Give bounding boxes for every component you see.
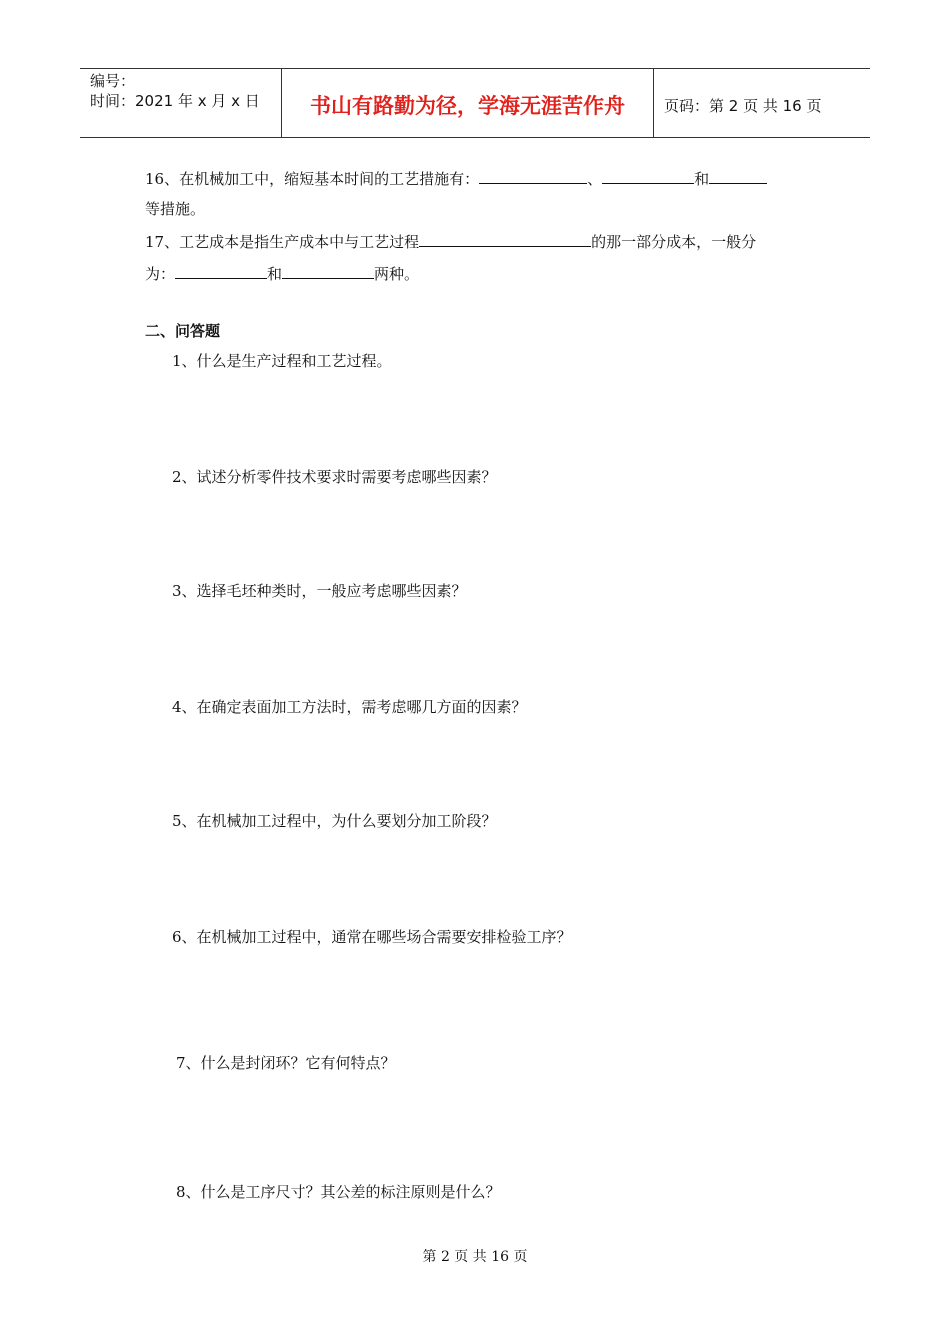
- page-footer: 第 2 页 共 16 页: [422, 1249, 528, 1265]
- question-17-suffix: 两种。: [374, 265, 420, 283]
- header-motto: 书山有路勤为径，学海无涯苦作舟: [282, 69, 654, 137]
- question-16-line2: 等措施。: [145, 200, 206, 218]
- answer-blank[interactable]: [175, 263, 267, 279]
- question-16-text: 16、在机械加工中，缩短基本时间的工艺措施有：: [145, 170, 480, 188]
- answer-blank[interactable]: [282, 263, 374, 279]
- separator: 、: [587, 170, 603, 188]
- separator: 和: [694, 170, 710, 188]
- separator: 和: [267, 265, 283, 283]
- question-item: 2、试述分析零件技术要求时需要考虑哪些因素？: [172, 468, 497, 486]
- question-item: 1、什么是生产过程和工艺过程。: [172, 352, 392, 370]
- question-17-text: 17、工艺成本是指生产成本中与工艺过程: [145, 233, 420, 251]
- question-item: 6、在机械加工过程中，通常在哪些场合需要安排检验工序？: [172, 928, 572, 946]
- header-page-info: 页码：第 2 页 共 16 页: [664, 96, 822, 115]
- document-number: 编号：: [90, 72, 136, 90]
- section-title: 二、问答题: [145, 322, 221, 340]
- question-16-line1: [145, 168, 767, 189]
- question-item: 3、选择毛坯种类时，一般应考虑哪些因素？: [172, 582, 467, 600]
- answer-blank[interactable]: [709, 168, 767, 184]
- answer-blank[interactable]: [419, 231, 591, 247]
- page-header: [80, 68, 870, 138]
- answer-blank[interactable]: [602, 168, 694, 184]
- question-17-prefix: 为：: [145, 265, 176, 283]
- answer-blank[interactable]: [479, 168, 587, 184]
- document-date: 时间：2021 年 x 月 x 日: [90, 92, 260, 110]
- header-meta: [80, 69, 282, 137]
- question-item: 4、在确定表面加工方法时，需考虑哪几方面的因素？: [172, 698, 527, 716]
- question-17-text-cont: 的那一部分成本，一般分: [591, 233, 757, 251]
- question-17-line1: [145, 231, 756, 252]
- question-item: 7、什么是封闭环？它有何特点？: [176, 1054, 396, 1072]
- question-17-line2: [145, 263, 419, 284]
- question-item: 8、什么是工序尺寸？其公差的标注原则是什么？: [176, 1183, 501, 1201]
- question-item: 5、在机械加工过程中，为什么要划分加工阶段？: [172, 812, 497, 830]
